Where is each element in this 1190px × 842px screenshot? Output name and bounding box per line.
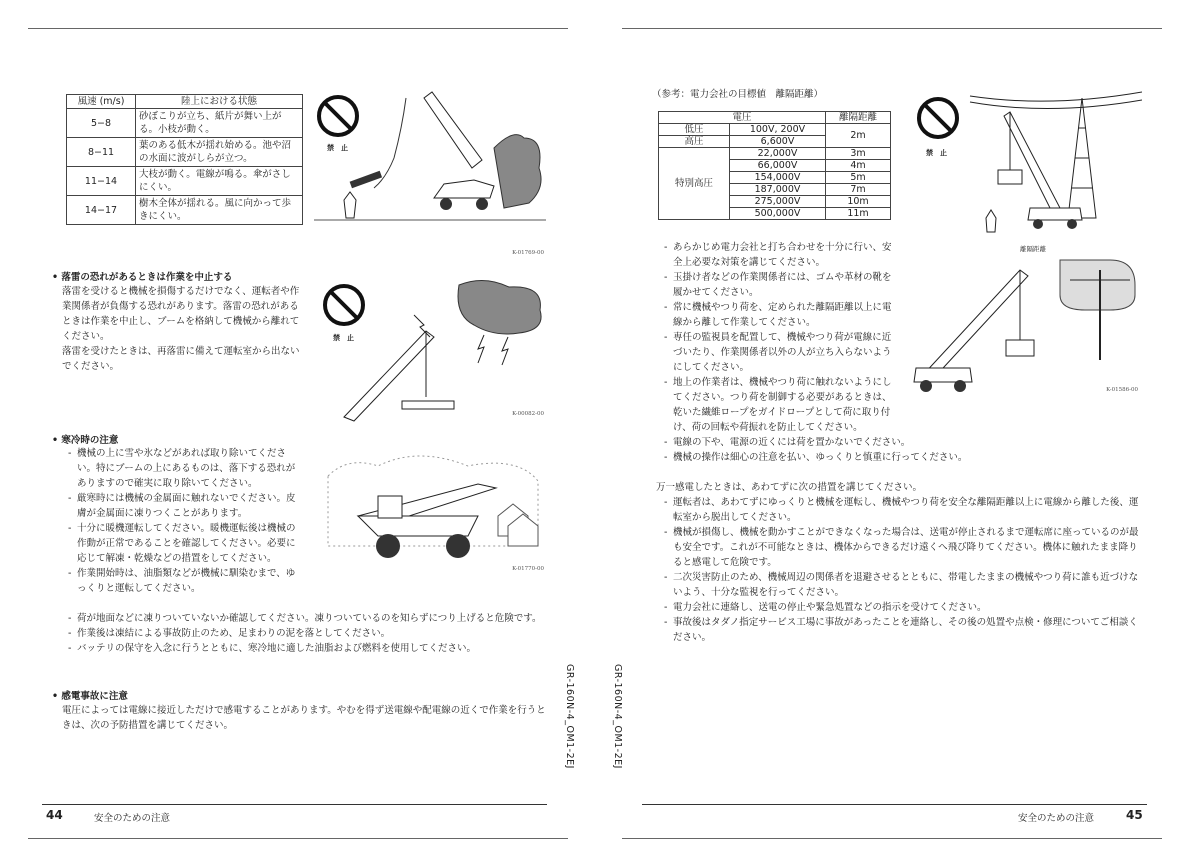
lightning-crane-illustration [314, 275, 546, 425]
wind-header-condition: 陸上における状態 [136, 95, 303, 109]
wind-crane-illustration [314, 88, 546, 256]
list-item: - バッテリの保守を入念に行うとともに、寒冷地に適した油脂および燃料を使用してください。 [68, 641, 556, 656]
list-item: - 運転者は、あわてずにゆっくりと機械を運転し、機械やつり荷を安全な離隔距離以上に電線から離した後、運転室から脱出してください。 [664, 495, 1142, 525]
table-row: 11−14 大枝が動く。電線が鳴る。傘がさしにくい。 [67, 167, 303, 196]
figure-code: K-01586-00 [1106, 387, 1138, 393]
table-row: 66,000V 4m [659, 160, 891, 172]
shock-measures-list [664, 495, 1142, 645]
table-row: 高圧 6,600V [659, 136, 891, 148]
table-row: 500,000V 11m [659, 208, 891, 220]
electric-measures-list [664, 240, 896, 435]
prohibited-label: 禁 止 [926, 149, 947, 157]
list-item: - 荷が地面などに凍りついていないか確認してください。凍りついているのを知らずにつり上げると危険です。 [68, 611, 556, 626]
electric-heading: • 感電事故に注意 [52, 691, 128, 702]
figure-code: K-01769-00 [512, 250, 544, 256]
wind-crane-drawing [314, 88, 546, 238]
electric-measures-list-wide [664, 435, 1134, 465]
list-item: - あらかじめ電力会社と打ち合わせを十分に行い、安全上必要な対策を講じてください。 [664, 240, 896, 270]
figure-code: K-01770-00 [512, 566, 544, 572]
voltage-clearance-table [658, 111, 891, 220]
list-item: - 電線の下や、電源の近くには荷を置かないでください。 [664, 435, 1134, 450]
wind-header-speed: 風速 (m/s) [67, 95, 136, 109]
table-row: 低圧 100V, 200V 2m [659, 124, 891, 136]
table-row: 5−8 砂ぼこりが立ち、紙片が舞い上がる。小枝が動く。 [67, 109, 303, 138]
top-rule-right [622, 28, 1162, 29]
electric-text: 電圧によっては電線に接近しただけで感電することがあります。やむを得ず送電線や配電線の近くで作業を行うときは、次の予防措置を講じてください。 [62, 705, 546, 731]
list-item: - 二次災害防止のため、機械周辺の関係者を退避させるとともに、帯電したままの機械やつり荷に誰も近づけないよう、十分な監視を行ってください。 [664, 570, 1142, 600]
snow-crane-drawing [318, 436, 546, 576]
prohibited-label: 禁 止 [327, 144, 348, 152]
table-row: 8−11 葉のある低木が揺れ始める。池や沼の水面に波がしらが立つ。 [67, 138, 303, 167]
list-item: - 玉掛け者などの作業関係者には、ゴムや革材の靴を履かせてください。 [664, 270, 896, 300]
cold-measures-list-wide [68, 611, 556, 656]
bottom-rule-right [622, 838, 1162, 839]
snow-crane-illustration [318, 436, 546, 576]
top-rule-left [28, 28, 568, 29]
doc-code-left: GR-160N-4_OM1-2EJ [564, 664, 575, 769]
table-row: 14−17 樹木全体が揺れる。風に向かって歩きにくい。 [67, 196, 303, 225]
cold-heading: • 寒冷時の注意 [52, 435, 119, 446]
page-title-right: 安全のための注意 [1018, 813, 1095, 824]
list-item: - 専任の監視員を配置して、機械やつり荷が電線に近づいたり、作業関係者以外の人が立ち入らないようにしてください。 [664, 330, 896, 375]
list-item: - 機械の上に雪や氷などがあれば取り除いてください。特にブームの上にあるものは、落下する恐れがありますので確実に取り除いてください。 [68, 446, 302, 491]
list-item: - 機械の操作は細心の注意を払い、ゆっくりと慎重に行ってください。 [664, 450, 1134, 465]
wind-speed-table [66, 94, 303, 225]
doc-code-right: GR-160N-4_OM1-2EJ [612, 664, 623, 769]
table-row: 275,000V 10m [659, 196, 891, 208]
clearance-crane-illustration [910, 242, 1142, 400]
list-item: - 十分に暖機運転してください。暖機運転後は機械の作動が正常であることを確認してください。必要に応じて解凍・乾燥などの措置をしてください。 [68, 521, 302, 566]
list-item: - 機械が損傷し、機械を動かすことができなくなった場合は、送電が停止されるまで運転席に座っているのが最も安全です。これが不可能なときは、機体からできるだけ遠くへ飛び降りてください。機体に触れたまま降りると感電して危険です。 [664, 525, 1142, 570]
list-item: - 地上の作業者は、機械やつり荷に触れないようにしてください。つり荷を制御する必要があるときは、乾いた繊維ロープをガイドロープとして荷に取り付け、荷の回転や荷振れを防止してください。 [664, 375, 896, 435]
bottom-rule-left [28, 838, 568, 839]
clearance-label: 離隔距離 [1020, 245, 1046, 253]
clearance-drawing [910, 250, 1142, 400]
list-item: - 電力会社に連絡し、送電の停止や緊急処置などの指示を受けてください。 [664, 600, 1142, 615]
list-item: - 常に機械やつり荷を、定められた離隔距離以上に電線から離して作業してください。 [664, 300, 896, 330]
lightning-text: 落雷を受けると機械を損傷するだけでなく、運転者や作業関係者が負傷する恐れがあります。落雷の恐れがあるときは作業を中止し、ブームを格納して機械から離れてください。 落雷を受けたときは、再落雷に備えて運転室から出ないでください。 [62, 286, 300, 372]
lightning-heading: • 落雷の恐れがあるときは作業を中止する [52, 272, 233, 283]
lightning-drawing [314, 275, 546, 425]
page-title-left: 安全のための注意 [94, 813, 171, 824]
voltage-table-caption: （参考：電力会社の目標値 離隔距離） [652, 89, 824, 100]
footer-rule-left [42, 804, 547, 805]
list-item: - 作業開始時は、油脂類などが機械に馴染むまで、ゆっくりと運転してください。 [68, 566, 302, 596]
list-item: - 事故後はタダノ指定サービス工場に事故があったことを連絡し、その後の処置や点検・修理についてご相談ください。 [664, 615, 1142, 645]
table-row: 154,000V 5m [659, 172, 891, 184]
voltage-header: 電圧 [659, 112, 826, 124]
figure-code: K-00082-00 [512, 411, 544, 417]
table-row: 特別高圧 22,000V 3m [659, 148, 891, 160]
shock-intro: 万一感電したときは、あわてずに次の措置を講じてください。 [656, 482, 923, 493]
footer-rule-right [642, 804, 1147, 805]
table-row: 187,000V 7m [659, 184, 891, 196]
page-number-left: 44 [46, 808, 63, 822]
powerline-crane-illustration [910, 88, 1142, 240]
list-item: - 厳寒時には機械の金属面に触れないでください。皮膚が金属面に凍りつくことがあります。 [68, 491, 302, 521]
list-item: - 作業後は凍結による事故防止のため、足まわりの泥を落としてください。 [68, 626, 556, 641]
powerline-drawing [910, 88, 1142, 240]
clearance-header: 離隔距離 [826, 112, 891, 124]
prohibited-label: 禁 止 [333, 334, 354, 342]
page-number-right: 45 [1126, 808, 1143, 822]
cold-measures-list [68, 446, 302, 596]
